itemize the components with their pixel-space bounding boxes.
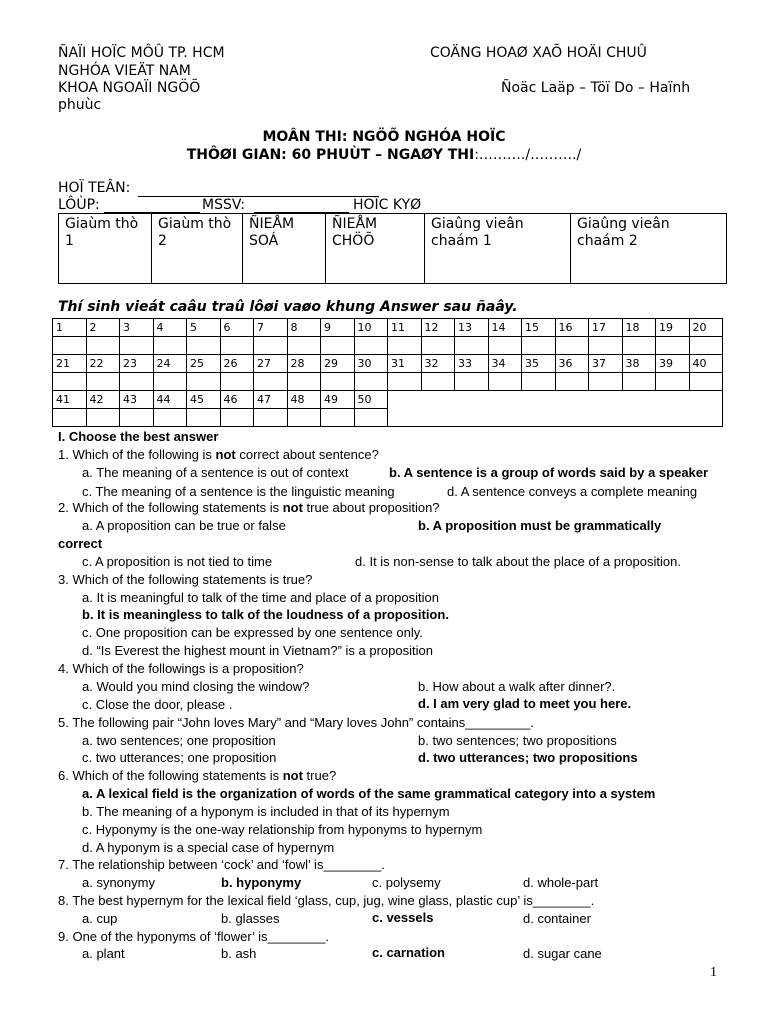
answer-number-cell: 44	[153, 391, 187, 409]
answer-number-cell: 45	[187, 391, 221, 409]
question-2-option-b-cont: correct	[58, 536, 103, 551]
question-3-stem: 3. Which of the following statements is true?	[58, 572, 313, 587]
answer-box[interactable]	[354, 373, 388, 391]
answer-box[interactable]	[321, 373, 355, 391]
answer-box[interactable]	[254, 373, 288, 391]
answer-box[interactable]	[187, 373, 221, 391]
question-1-not: not	[215, 447, 236, 462]
question-9-option-b: b. ash	[221, 946, 257, 961]
question-1-stem	[58, 447, 379, 463]
answer-box[interactable]	[86, 373, 120, 391]
answer-number-row	[53, 319, 723, 337]
answer-box[interactable]	[689, 373, 723, 391]
question-6-option-d: d. A hyponym is a special case of hypernym	[82, 840, 335, 855]
answer-number-cell: 42	[86, 391, 120, 409]
answer-number-cell: 23	[120, 355, 154, 373]
answer-input-row	[53, 337, 723, 355]
answer-box[interactable]	[321, 337, 355, 355]
answer-number-cell: 31	[388, 355, 422, 373]
question-1-option-b: b. A sentence is a group of words said by a speaker	[389, 465, 709, 480]
answer-number-cell: 34	[488, 355, 522, 373]
answer-grid	[52, 318, 723, 427]
answer-box[interactable]	[488, 373, 522, 391]
answer-box[interactable]	[388, 373, 422, 391]
question-9-option-a: a. plant	[82, 946, 125, 961]
score-table	[58, 213, 727, 284]
answer-number-cell: 1	[53, 319, 87, 337]
answer-number-cell: 27	[254, 355, 288, 373]
question-7-option-c: c. polysemy	[372, 875, 441, 890]
answer-box[interactable]	[153, 337, 187, 355]
question-6-stem	[58, 768, 336, 784]
question-5-option-a: a. two sentences; one proposition	[82, 733, 276, 748]
answer-number-cell: 18	[622, 319, 656, 337]
question-7-stem: 7. The relationship between ‘cock’ and ‘fowl’ is________.	[58, 857, 385, 872]
republic-title: COÄNG HOAØ XAÕ HOÄI CHUÛ	[430, 45, 647, 61]
question-7-option-d: d. whole-part	[523, 875, 599, 890]
answer-box[interactable]	[622, 373, 656, 391]
answer-box[interactable]	[120, 409, 154, 427]
answer-number-cell: 46	[220, 391, 254, 409]
question-3-option-c: c. One proposition can be expressed by one sentence only.	[82, 625, 423, 640]
answer-box[interactable]	[522, 373, 556, 391]
answer-box[interactable]	[86, 337, 120, 355]
answer-number-cell: 2	[86, 319, 120, 337]
faculty-name: KHOA NGOAÏI NGÖÕ	[58, 80, 201, 96]
answer-number-cell: 14	[488, 319, 522, 337]
answer-number-cell: 40	[689, 355, 723, 373]
answer-box[interactable]	[86, 409, 120, 427]
answer-box[interactable]	[254, 409, 288, 427]
answer-box[interactable]	[120, 337, 154, 355]
answer-number-row	[53, 355, 723, 373]
answer-box[interactable]	[153, 409, 187, 427]
question-4-option-b: b. How about a walk after dinner?.	[418, 679, 616, 694]
answer-box[interactable]	[455, 373, 489, 391]
answer-number-cell: 25	[187, 355, 221, 373]
question-5-stem: 5. The following pair “John loves Mary” and “Mary loves John” contains_________.	[58, 715, 534, 730]
question-2-stem	[58, 500, 440, 516]
question-2-not: not	[282, 500, 303, 515]
answer-number-cell: 15	[522, 319, 556, 337]
question-4-option-c: c. Close the door, please .	[82, 697, 233, 712]
question-2-stem-start: 2. Which of the following statements is	[58, 500, 283, 515]
answer-number-cell: 4	[153, 319, 187, 337]
answer-number-cell: 35	[522, 355, 556, 373]
question-1-stem-start: 1. Which of the following is	[58, 447, 216, 462]
answer-box[interactable]	[53, 337, 87, 355]
answer-box[interactable]	[689, 337, 723, 355]
answer-box[interactable]	[522, 337, 556, 355]
answer-grid-empty-area	[388, 391, 723, 427]
answer-number-cell: 32	[421, 355, 455, 373]
question-4-stem: 4. Which of the followings is a proposition?	[58, 661, 304, 676]
answer-box[interactable]	[488, 337, 522, 355]
republic-title-cont: NGHÓA VIEÄT NAM	[58, 63, 191, 79]
answer-number-cell: 12	[421, 319, 455, 337]
answer-box[interactable]	[220, 409, 254, 427]
name-label: HOÏ TEÂN:	[58, 180, 131, 196]
exam-time-label: THÔØI GIAN: 60 PHUÙT – NGAØY THI	[186, 147, 475, 163]
answer-number-cell: 41	[53, 391, 87, 409]
answer-number-cell: 6	[220, 319, 254, 337]
answer-number-cell: 8	[287, 319, 321, 337]
score-words-cell: ÑIEÅM CHÖÕ	[326, 214, 425, 284]
question-2-stem-end: true about proposition?	[302, 500, 440, 515]
question-6-stem-start: 6. Which of the following statements is	[58, 768, 283, 783]
answer-number-cell: 7	[254, 319, 288, 337]
question-6-option-b: b. The meaning of a hyponym is included in that of its hypernym	[82, 804, 450, 819]
answer-number-cell: 38	[622, 355, 656, 373]
answer-instruction: Thí sinh vieát caâu traû lôøi vaøo khung Answer sau ñaây.	[58, 299, 518, 315]
answer-number-cell: 20	[689, 319, 723, 337]
answer-number-cell: 28	[287, 355, 321, 373]
grader-2-cell: Giaûng vieân chaám 2	[571, 214, 727, 284]
answer-number-cell: 48	[287, 391, 321, 409]
answer-number-cell: 49	[321, 391, 355, 409]
answer-box[interactable]	[53, 373, 87, 391]
answer-number-cell: 29	[321, 355, 355, 373]
answer-number-cell: 24	[153, 355, 187, 373]
answer-number-cell: 33	[455, 355, 489, 373]
exam-time-date	[0, 146, 768, 164]
answer-box[interactable]	[354, 409, 388, 427]
question-3-option-d: d. “Is Everest the highest mount in Vietnam?” is a proposition	[82, 643, 433, 658]
question-3-option-a: a. It is meaningful to talk of the time and place of a proposition	[82, 590, 439, 605]
question-2-option-a: a. A proposition can be true or false	[82, 518, 286, 533]
answer-box[interactable]	[187, 409, 221, 427]
question-9-stem: 9. One of the hyponyms of ‘flower’ is________.	[58, 929, 329, 944]
answer-box[interactable]	[220, 337, 254, 355]
answer-number-cell: 9	[321, 319, 355, 337]
question-7-option-b: b. hyponymy	[221, 875, 302, 890]
answer-box[interactable]	[120, 373, 154, 391]
answer-box[interactable]	[153, 373, 187, 391]
answer-number-cell: 21	[53, 355, 87, 373]
question-7-option-a: a. synonymy	[82, 875, 155, 890]
answer-number-row	[53, 391, 723, 409]
name-field[interactable]	[138, 196, 379, 197]
proctor-2-cell: Giaùm thò 2	[152, 214, 243, 284]
answer-box[interactable]	[254, 337, 288, 355]
answer-number-cell: 39	[656, 355, 690, 373]
question-2-option-d: d. It is non-sense to talk about the place of a proposition.	[355, 554, 681, 569]
answer-box[interactable]	[287, 373, 321, 391]
page-number: 1	[710, 965, 717, 980]
answer-number-cell: 50	[354, 391, 388, 409]
answer-input-row	[53, 373, 723, 391]
answer-box[interactable]	[455, 337, 489, 355]
answer-box[interactable]	[622, 337, 656, 355]
answer-number-cell: 5	[187, 319, 221, 337]
answer-number-cell: 11	[388, 319, 422, 337]
question-1-option-d: d. A sentence conveys a complete meaning	[447, 484, 698, 499]
question-8-option-a: a. cup	[82, 911, 118, 926]
university-name: ÑAÏI HOÏC MÔÛ TP. HCM	[58, 45, 225, 61]
answer-number-cell: 3	[120, 319, 154, 337]
question-1-option-c: c. The meaning of a sentence is the linguistic meaning	[82, 484, 395, 499]
answer-box[interactable]	[388, 337, 422, 355]
question-8-option-c: c. vessels	[372, 910, 434, 925]
answer-number-cell: 37	[589, 355, 623, 373]
answer-box[interactable]	[656, 373, 690, 391]
answer-box[interactable]	[287, 337, 321, 355]
mssv-label: MSSV:	[202, 197, 246, 213]
motto: Ñoäc Laäp – Töï Do – Haïnh	[501, 80, 691, 96]
answer-box[interactable]	[287, 409, 321, 427]
question-9-option-c: c. carnation	[372, 945, 445, 960]
answer-box[interactable]	[354, 337, 388, 355]
question-6-option-c: c. Hyponymy is the one-way relationship from hyponyms to hypernym	[82, 822, 483, 837]
score-number-cell: ÑIEÅM SOÁ	[243, 214, 326, 284]
proctor-1-cell: Giaùm thò 1	[59, 214, 152, 284]
answer-number-cell: 30	[354, 355, 388, 373]
answer-number-cell: 43	[120, 391, 154, 409]
answer-box[interactable]	[53, 409, 87, 427]
question-5-option-d: d. two utterances; two propositions	[418, 750, 638, 765]
motto-cont: phuùc	[58, 97, 102, 113]
question-6-stem-end: true?	[302, 768, 337, 783]
answer-box[interactable]	[656, 337, 690, 355]
question-8-option-d: d. container	[523, 911, 591, 926]
answer-number-cell: 13	[455, 319, 489, 337]
answer-box[interactable]	[421, 373, 455, 391]
question-9-option-d: d. sugar cane	[523, 946, 602, 961]
question-8-option-b: b. glasses	[221, 911, 280, 926]
answer-box[interactable]	[321, 409, 355, 427]
question-2-option-c: c. A proposition is not tied to time	[82, 554, 273, 569]
answer-box[interactable]	[555, 373, 589, 391]
answer-number-cell: 47	[254, 391, 288, 409]
question-6-option-a: a. A lexical field is the organization of words of the same grammatical category into a system	[82, 786, 656, 801]
answer-box[interactable]	[589, 373, 623, 391]
class-label: LÔÙP:	[58, 197, 100, 213]
answer-number-cell: 22	[86, 355, 120, 373]
question-4-option-a: a. Would you mind closing the window?	[82, 679, 310, 694]
question-4-option-d: d. I am very glad to meet you here.	[418, 696, 632, 711]
answer-number-cell: 26	[220, 355, 254, 373]
answer-box[interactable]	[555, 337, 589, 355]
question-2-option-b: b. A proposition must be grammatically	[418, 518, 662, 533]
answer-box[interactable]	[589, 337, 623, 355]
answer-number-cell: 10	[354, 319, 388, 337]
section-heading: I. Choose the best answer	[58, 429, 219, 444]
answer-box[interactable]	[220, 373, 254, 391]
question-5-option-b: b. two sentences; two propositions	[418, 733, 617, 748]
term-label: HOÏC KYØ	[353, 197, 422, 213]
question-1-stem-end: correct about sentence?	[235, 447, 379, 462]
question-1-option-a: a. The meaning of a sentence is out of context	[82, 465, 349, 480]
grader-1-cell: Giaûng vieân chaám 1	[425, 214, 571, 284]
exam-date-blanks: :………./………./	[474, 147, 582, 163]
exam-subject: MOÂN THI: NGÖÕ NGHÓA HOÏC	[262, 129, 506, 145]
answer-number-cell: 36	[555, 355, 589, 373]
question-5-option-c: c. two utterances; one proposition	[82, 750, 277, 765]
answer-box[interactable]	[421, 337, 455, 355]
answer-number-cell: 19	[656, 319, 690, 337]
question-8-stem: 8. The best hypernym for the lexical field ‘glass, cup, jug, wine glass, plastic cup’ is________.	[58, 893, 595, 908]
question-3-option-b: b. It is meaningless to talk of the loudness of a proposition.	[82, 607, 449, 622]
answer-number-cell: 17	[589, 319, 623, 337]
question-6-not: not	[282, 768, 303, 783]
answer-box[interactable]	[187, 337, 221, 355]
answer-number-cell: 16	[555, 319, 589, 337]
